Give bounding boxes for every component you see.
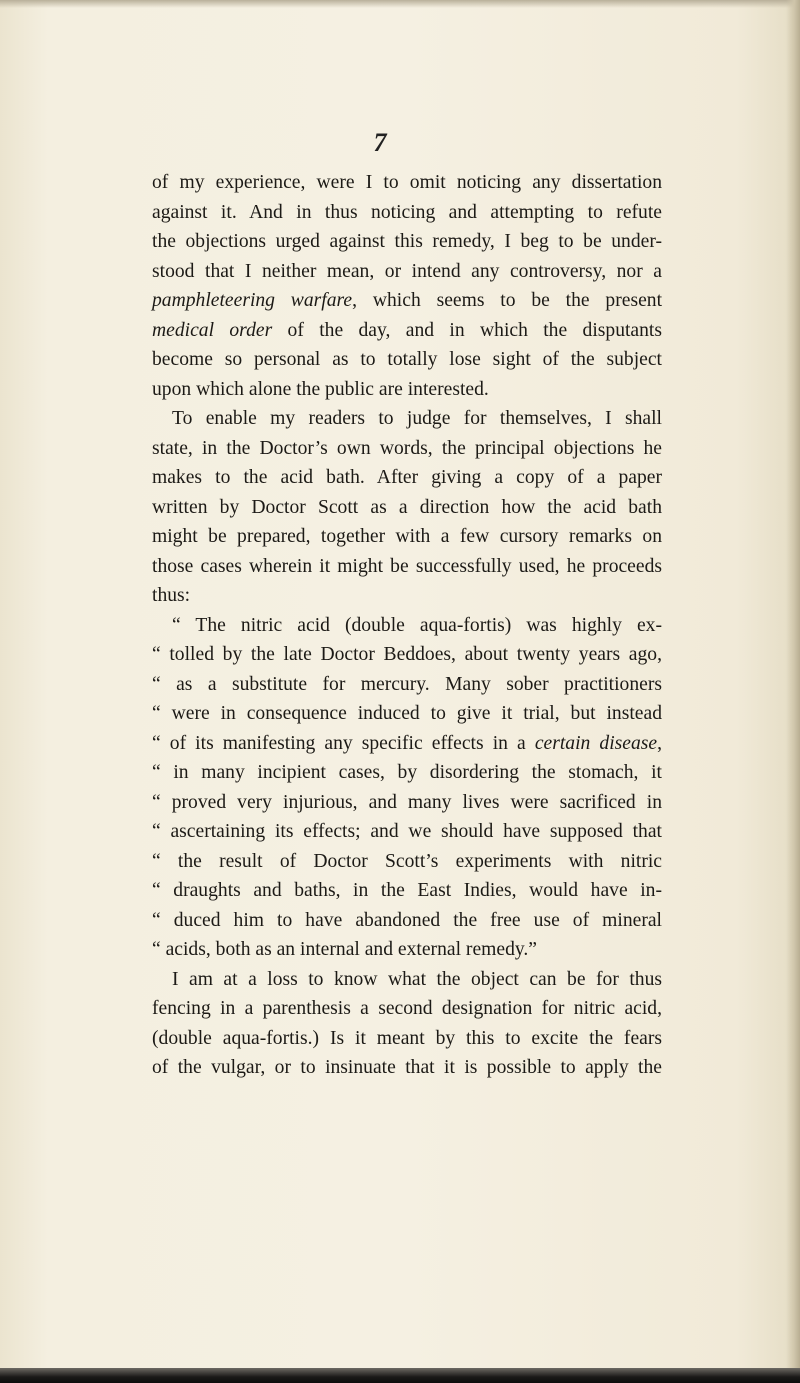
text-line: To enable my readers to judge for themselves, I shall [172, 408, 662, 429]
quote-line: “ as a substitute for mercury. Many sober practitioners [152, 673, 662, 695]
page-bottom-edge [0, 1368, 800, 1383]
text-line: makes to the acid bath. After giving a copy of a paper [152, 467, 662, 488]
text-line: the objections urged against this remedy, I beg to be under- [152, 231, 662, 252]
italic-phrase: certain disease [534, 732, 658, 754]
line-rest: of the day, and in which the disputants [272, 319, 662, 341]
text-line: become so personal as to totally lose sight of the subject [152, 349, 662, 370]
quote-line: “ the result of Doctor Scott’s experiments with nitric [152, 850, 662, 872]
text-line: of the vulgar, or to insinuate that it is possible to apply the [152, 1057, 662, 1078]
text-line: against it. And in thus noticing and attempting to refute [152, 201, 662, 223]
page-right-edge [786, 0, 800, 1383]
quote-line-italic-mixed [152, 729, 662, 759]
page-number: 7 [373, 128, 387, 157]
text-line: stood that I neither mean, or intend any controversy, nor a [152, 260, 662, 282]
text-line: thus: [152, 585, 191, 606]
quote-line: “ The nitric acid (double aqua-fortis) was highly ex- [172, 614, 662, 636]
text-line: written by Doctor Scott as a direction how the acid bath [152, 496, 662, 518]
quote-line: “ duced him to have abandoned the free use of mineral [152, 909, 662, 931]
text-line: might be prepared, together with a few cursory remarks on [152, 526, 662, 547]
quote-line: “ were in consequence induced to give it trial, but instead [152, 703, 662, 724]
quote-line: “ tolled by the late Doctor Beddoes, about twenty years ago, [152, 644, 662, 665]
text-line-italic-mixed [152, 286, 662, 316]
quote-line: “ acids, both as an internal and external remedy.” [152, 939, 537, 960]
quote-line: “ ascertaining its effects; and we should have supposed that [152, 821, 662, 842]
quote-line: “ draughts and baths, in the East Indies, would have in- [152, 880, 662, 901]
text-line: I am at a loss to know what the object can be for thus [172, 968, 662, 990]
line-start: “ of its manifesting any specific effects in a [152, 732, 535, 754]
text-line: of my experience, were I to omit noticing any dissertation [152, 172, 662, 193]
text-line-italic-mixed [152, 316, 662, 346]
line-rest: , which seems to be the present [352, 290, 663, 311]
text-line: (double aqua-fortis.) Is it meant by this to excite the fears [152, 1027, 662, 1049]
italic-phrase: pamphleteering warfare [152, 290, 353, 311]
quote-line: “ proved very injurious, and many lives were sacrificed in [152, 791, 662, 813]
body-text [152, 168, 662, 1083]
page-top-edge [0, 0, 800, 8]
text-line: state, in the Doctor’s own words, the principal objections he [152, 437, 662, 459]
text-line: those cases wherein it might be successfully used, he proceeds [152, 555, 662, 577]
text-line: fencing in a parenthesis a second designation for nitric acid, [152, 998, 662, 1019]
text-line: upon which alone the public are interested. [152, 378, 489, 400]
italic-phrase: medical order [152, 319, 273, 341]
quote-line: “ in many incipient cases, by disordering the stomach, it [152, 762, 662, 783]
line-end: , [657, 732, 662, 754]
